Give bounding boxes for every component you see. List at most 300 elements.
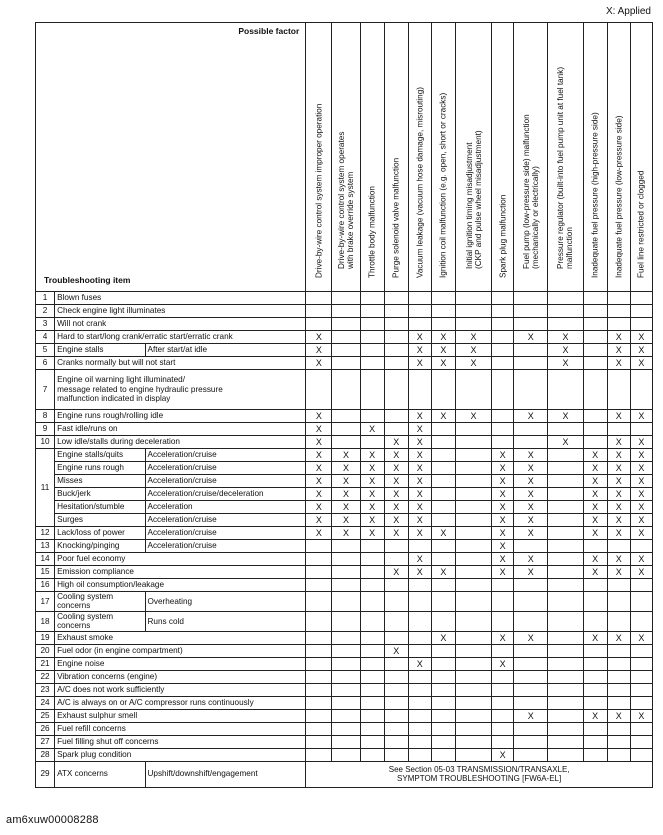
applied-cell [607, 644, 630, 657]
applied-cell [607, 423, 630, 436]
applied-cell [492, 611, 514, 631]
applied-cell [431, 611, 455, 631]
applied-cell: X [548, 357, 583, 370]
applied-cell [431, 305, 455, 318]
factor-label-line: malfunction [565, 227, 575, 269]
item-condition: Acceleration/cruise [145, 475, 306, 488]
applied-cell [306, 670, 332, 683]
applied-cell [306, 318, 332, 331]
applied-cell [492, 735, 514, 748]
applied-cell [384, 370, 408, 410]
applied-cell: X [492, 540, 514, 553]
applied-cell: X [583, 553, 607, 566]
applied-cell [514, 318, 548, 331]
row-number: 11 [36, 449, 55, 527]
applied-cell [360, 292, 384, 305]
applied-cell [514, 611, 548, 631]
applied-cell [306, 657, 332, 670]
applied-cell [332, 722, 360, 735]
header-row [36, 23, 653, 292]
applied-cell: X [384, 501, 408, 514]
applied-cell: X [548, 410, 583, 423]
applied-cell [630, 683, 652, 696]
applied-cell: X [583, 527, 607, 540]
applied-cell: X [384, 566, 408, 579]
applied-cell [408, 579, 431, 592]
applied-cell [548, 540, 583, 553]
applied-cell [630, 657, 652, 670]
applied-cell [548, 696, 583, 709]
row-number: 7 [36, 370, 55, 410]
applied-cell [431, 722, 455, 735]
applied-cell [332, 631, 360, 644]
applied-cell [514, 370, 548, 410]
applied-cell: X [548, 436, 583, 449]
applied-cell [583, 748, 607, 761]
applied-cell [306, 305, 332, 318]
applied-cell: X [630, 514, 652, 527]
applied-cell [548, 748, 583, 761]
factor-label-line: Ignition coil malfunction (e.g. open, short or cracks) [438, 92, 448, 278]
applied-cell [455, 436, 491, 449]
troubleshooting-item-label: Troubleshooting item [44, 275, 131, 286]
applied-cell [360, 540, 384, 553]
item-condition: Acceleration/cruise [145, 449, 306, 462]
applied-cell [455, 631, 491, 644]
applied-cell: X [514, 631, 548, 644]
applied-cell: X [630, 462, 652, 475]
factor-label-line: (mechanically or electrically) [530, 166, 540, 269]
applied-cell: X [332, 501, 360, 514]
applied-cell [514, 436, 548, 449]
row-number: 3 [36, 318, 55, 331]
item-label: Check engine light illuminates [55, 305, 306, 318]
applied-cell: X [431, 357, 455, 370]
applied-cell [384, 657, 408, 670]
applied-cell [306, 683, 332, 696]
applied-cell [514, 592, 548, 612]
factor-label [368, 186, 377, 278]
applied-cell: X [607, 553, 630, 566]
factor-label [614, 116, 623, 278]
applied-cell [492, 410, 514, 423]
applied-cell: X [514, 566, 548, 579]
row-number: 25 [36, 709, 55, 722]
row-number: 1 [36, 292, 55, 305]
row-number: 19 [36, 631, 55, 644]
factor-label [591, 112, 600, 278]
applied-cell [607, 735, 630, 748]
applied-cell [492, 579, 514, 592]
table-row [36, 449, 653, 462]
applied-cell [360, 566, 384, 579]
table-row [36, 540, 653, 553]
applied-cell: X [408, 331, 431, 344]
applied-cell [583, 410, 607, 423]
applied-cell [384, 579, 408, 592]
applied-cell [548, 709, 583, 722]
applied-cell [492, 696, 514, 709]
applied-cell: X [630, 566, 652, 579]
applied-cell [431, 670, 455, 683]
applied-cell: X [306, 501, 332, 514]
applied-cell [607, 611, 630, 631]
applied-cell [630, 670, 652, 683]
applied-cell: X [408, 527, 431, 540]
applied-cell [455, 579, 491, 592]
applied-cell [431, 449, 455, 462]
applied-cell [306, 540, 332, 553]
applied-cell [384, 670, 408, 683]
item-label: Hesitation/stumble [55, 501, 145, 514]
applied-cell: X [607, 331, 630, 344]
applied-cell [583, 318, 607, 331]
applied-cell [514, 696, 548, 709]
applied-cell: X [332, 488, 360, 501]
applied-cell [514, 579, 548, 592]
item-condition: Acceleration/cruise [145, 527, 306, 540]
applied-cell [306, 611, 332, 631]
applied-cell: X [431, 344, 455, 357]
factor-label-line: Throttle body malfunction [367, 186, 377, 278]
applied-cell [360, 357, 384, 370]
applied-cell [332, 735, 360, 748]
item-label: Hard to start/long crank/erratic start/erratic crank [55, 331, 306, 344]
item-condition: Acceleration/cruise [145, 462, 306, 475]
applied-cell [360, 318, 384, 331]
applied-cell [455, 501, 491, 514]
applied-cell: X [492, 475, 514, 488]
item-label: Fast idle/runs on [55, 423, 306, 436]
factor-header [630, 23, 652, 292]
applied-cell [455, 696, 491, 709]
factor-label-line: with brake override system [345, 171, 355, 269]
applied-cell [583, 670, 607, 683]
applied-cell [548, 553, 583, 566]
applied-cell [431, 475, 455, 488]
row-number: 5 [36, 344, 55, 357]
item-condition: Acceleration/cruise [145, 514, 306, 527]
applied-cell [514, 748, 548, 761]
applied-cell [384, 357, 408, 370]
applied-cell [306, 696, 332, 709]
factor-header [431, 23, 455, 292]
applied-cell [306, 579, 332, 592]
applied-cell: X [492, 553, 514, 566]
applied-cell [360, 305, 384, 318]
applied-cell [583, 292, 607, 305]
item-condition: Acceleration/cruise [145, 540, 306, 553]
applied-cell: X [607, 410, 630, 423]
factor-header [408, 23, 431, 292]
item-label: Engine runs rough/rolling idle [55, 410, 306, 423]
applied-cell [630, 292, 652, 305]
applied-cell [492, 331, 514, 344]
row-number: 2 [36, 305, 55, 318]
applied-cell [455, 488, 491, 501]
applied-cell [548, 579, 583, 592]
applied-cell [360, 657, 384, 670]
applied-cell [455, 305, 491, 318]
applied-cell [492, 683, 514, 696]
applied-cell [431, 579, 455, 592]
applied-cell [548, 527, 583, 540]
table-row [36, 683, 653, 696]
applied-cell: X [607, 449, 630, 462]
applied-cell [431, 553, 455, 566]
applied-cell [431, 501, 455, 514]
applied-cell [408, 631, 431, 644]
applied-cell [607, 318, 630, 331]
applied-cell: X [332, 527, 360, 540]
applied-cell [583, 657, 607, 670]
row-number: 22 [36, 670, 55, 683]
applied-cell [514, 423, 548, 436]
table-row [36, 527, 653, 540]
factor-header [455, 23, 491, 292]
applied-cell [431, 683, 455, 696]
applied-cell: X [408, 553, 431, 566]
item-condition: Upshift/downshift/engagement [145, 761, 306, 787]
applied-cell [360, 735, 384, 748]
item-label: Buck/jerk [55, 488, 145, 501]
applied-cell [384, 292, 408, 305]
applied-cell: X [630, 475, 652, 488]
applied-cell [583, 331, 607, 344]
applied-cell [431, 488, 455, 501]
applied-cell: X [514, 527, 548, 540]
applied-cell [408, 670, 431, 683]
applied-cell [455, 449, 491, 462]
applied-cell: X [384, 644, 408, 657]
applied-cell: X [514, 462, 548, 475]
applied-cell: X [408, 344, 431, 357]
applied-cell [583, 696, 607, 709]
item-label: Surges [55, 514, 145, 527]
applied-cell [548, 318, 583, 331]
applied-cell [492, 644, 514, 657]
row-number: 26 [36, 722, 55, 735]
applied-cell: X [431, 331, 455, 344]
item-label: Low idle/stalls during deceleration [55, 436, 306, 449]
table-row [36, 370, 653, 410]
applied-cell [607, 592, 630, 612]
applied-cell: X [332, 475, 360, 488]
applied-cell: X [492, 501, 514, 514]
applied-cell [548, 566, 583, 579]
applied-cell [384, 305, 408, 318]
applied-cell: X [492, 566, 514, 579]
applied-cell [455, 683, 491, 696]
row-number: 21 [36, 657, 55, 670]
applied-cell [492, 670, 514, 683]
item-label: Engine stalls [55, 344, 145, 357]
row-number: 20 [36, 644, 55, 657]
applied-cell [548, 683, 583, 696]
figure-id: am6xuw00008288 [6, 814, 99, 826]
applied-cell [332, 611, 360, 631]
applied-cell [384, 553, 408, 566]
applied-cell [607, 370, 630, 410]
applied-cell [630, 579, 652, 592]
applied-cell [384, 410, 408, 423]
item-label: A/C does not work sufficiently [55, 683, 306, 696]
applied-cell [332, 579, 360, 592]
applied-cell: X [384, 436, 408, 449]
applied-cell [384, 344, 408, 357]
applied-cell [607, 540, 630, 553]
applied-cell [514, 305, 548, 318]
factor-label [415, 87, 424, 278]
item-label: Lack/loss of power [55, 527, 145, 540]
applied-cell [332, 592, 360, 612]
row-number: 28 [36, 748, 55, 761]
applied-cell: X [492, 514, 514, 527]
applied-cell [455, 748, 491, 761]
applied-cell [306, 370, 332, 410]
applied-cell [360, 722, 384, 735]
applied-cell [306, 566, 332, 579]
applied-cell [306, 644, 332, 657]
applied-cell [384, 631, 408, 644]
table-row [36, 553, 653, 566]
factor-header [583, 23, 607, 292]
applied-cell [408, 592, 431, 612]
item-condition: Acceleration/cruise/deceleration [145, 488, 306, 501]
applied-cell: X [360, 514, 384, 527]
applied-cell: X [408, 566, 431, 579]
item-label: Fuel odor (in engine compartment) [55, 644, 306, 657]
item-label: Vibration concerns (engine) [55, 670, 306, 683]
applied-cell [548, 488, 583, 501]
applied-cell: X [360, 527, 384, 540]
applied-cell: X [431, 410, 455, 423]
applied-cell: X [607, 344, 630, 357]
factor-header [332, 23, 360, 292]
factor-header [514, 23, 548, 292]
applied-cell [384, 423, 408, 436]
applied-cell: X [607, 514, 630, 527]
applied-cell [431, 370, 455, 410]
factor-label [439, 93, 448, 278]
applied-cell: X [514, 331, 548, 344]
applied-cell [332, 670, 360, 683]
factor-header [548, 23, 583, 292]
applied-cell [548, 305, 583, 318]
applied-cell [455, 592, 491, 612]
factor-label-line: (CKP and pulse wheel misadjustment) [473, 130, 483, 269]
applied-cell: X [492, 527, 514, 540]
item-label: ATX concerns [55, 761, 145, 787]
applied-cell: X [492, 748, 514, 761]
applied-cell [431, 592, 455, 612]
applied-cell: X [306, 331, 332, 344]
applied-cell [630, 592, 652, 612]
applied-cell [360, 344, 384, 357]
applied-cell: X [360, 449, 384, 462]
applied-cell [548, 370, 583, 410]
row-number: 17 [36, 592, 55, 612]
item-label: Engine stalls/quits [55, 449, 145, 462]
applied-cell: X [607, 436, 630, 449]
applied-cell: X [583, 475, 607, 488]
applied-cell [548, 449, 583, 462]
applied-cell [607, 292, 630, 305]
applied-cell [583, 611, 607, 631]
applied-cell [607, 683, 630, 696]
applied-cell: X [583, 462, 607, 475]
applied-cell [384, 722, 408, 735]
item-condition: After start/at idle [145, 344, 306, 357]
applied-cell [514, 670, 548, 683]
applied-cell [332, 644, 360, 657]
applied-cell: X [306, 423, 332, 436]
factor-label-line: Vacuum leakage (vacuum hose damage, misrouting) [415, 86, 425, 278]
applied-cell: X [408, 514, 431, 527]
applied-cell: X [492, 631, 514, 644]
applied-cell [360, 709, 384, 722]
applied-cell [630, 305, 652, 318]
applied-cell: X [332, 449, 360, 462]
applied-cell: X [630, 553, 652, 566]
applied-cell [408, 292, 431, 305]
applied-cell [306, 592, 332, 612]
applied-cell [384, 331, 408, 344]
applied-cell [384, 683, 408, 696]
row-number: 15 [36, 566, 55, 579]
applied-cell: X [408, 475, 431, 488]
row-number: 13 [36, 540, 55, 553]
applied-cell [455, 370, 491, 410]
applied-cell [583, 436, 607, 449]
table-row [36, 436, 653, 449]
applied-cell [548, 722, 583, 735]
item-label: Cooling system concerns [55, 611, 145, 631]
factor-label [556, 67, 574, 269]
applied-cell [583, 357, 607, 370]
legend: X: Applied [605, 6, 651, 17]
applied-cell: X [514, 449, 548, 462]
row-number: 10 [36, 436, 55, 449]
applied-cell [332, 436, 360, 449]
table-row [36, 501, 653, 514]
table-row [36, 735, 653, 748]
applied-cell [514, 735, 548, 748]
applied-cell: X [514, 514, 548, 527]
applied-cell: X [408, 423, 431, 436]
applied-cell [607, 696, 630, 709]
applied-cell: X [306, 410, 332, 423]
applied-cell [455, 423, 491, 436]
applied-cell: X [360, 501, 384, 514]
row-number: 23 [36, 683, 55, 696]
applied-cell: X [408, 462, 431, 475]
applied-cell: X [630, 357, 652, 370]
factor-label [465, 130, 483, 269]
applied-cell [630, 318, 652, 331]
applied-cell [630, 644, 652, 657]
applied-cell: X [583, 488, 607, 501]
applied-cell [455, 657, 491, 670]
applied-cell: X [384, 514, 408, 527]
factor-label [314, 104, 323, 278]
applied-cell [514, 657, 548, 670]
factor-label-line: Initial ignition timing misadjustment [464, 142, 474, 269]
applied-cell [431, 696, 455, 709]
applied-cell [332, 305, 360, 318]
applied-cell [332, 370, 360, 410]
applied-cell: X [360, 462, 384, 475]
